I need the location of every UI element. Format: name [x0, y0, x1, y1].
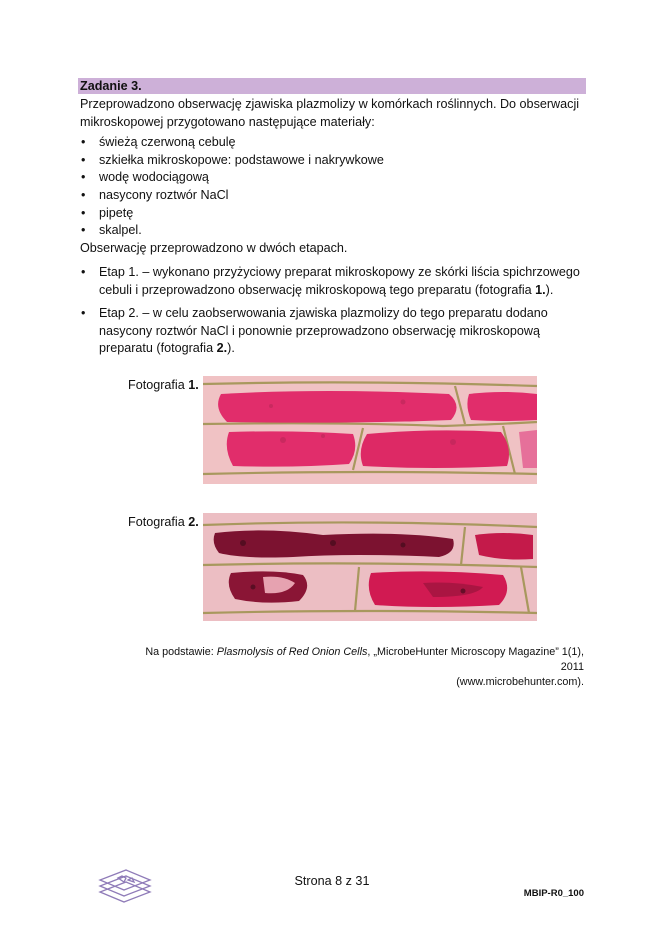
source-citation [124, 645, 584, 690]
bullet-icon: • [81, 306, 86, 320]
stage-item: • Etap 2. – w celu zaobserwowania zjawiska plazmolizy do tego preparatu dodano nasycony roztwór NaCl i ponownie przeprowadzono obserwację mikroskopową preparatu (fotografia 2.). [81, 306, 548, 355]
task-title: Zadanie 3. [80, 79, 142, 93]
page-number: Strona 8 z 31 [294, 874, 370, 888]
stages-list [80, 264, 592, 364]
source-line-2: (www.microbehunter.com). [456, 676, 584, 688]
observation-text: Obserwację przeprowadzono w dwóch etapach. [80, 241, 348, 255]
list-item: • nasycony roztwór NaCl [80, 187, 384, 205]
materials-list [80, 134, 384, 240]
bullet-icon: • [81, 188, 86, 203]
source-line-1: Na podstawie: Plasmolysis of Red Onion Cells, „MicrobeHunter Microscopy Magazine” 1(1), 2011 [145, 646, 584, 673]
intro-line-2: mikroskopowej przygotowano następujące materiały: [80, 114, 375, 129]
stage-item: • Etap 1. – wykonano przyżyciowy preparat mikroskopowy ze skórki liścia spichrzowego cebuli i przeprowadzono obserwację mikroskopową tego preparatu (fotografia 1.). [81, 265, 580, 297]
intro-line-1: Przeprowadzono obserwację zjawiska plazmolizy w komórkach roślinnych. Do obserwacji [80, 97, 580, 111]
micrograph-1 [203, 376, 537, 484]
list-item: • świeżą czerwoną cebulę [80, 134, 384, 152]
document-code: MBIP-R0_100 [523, 888, 584, 899]
photo-label-1: Fotografia 1. [128, 378, 199, 392]
task-header-bar [78, 78, 586, 94]
bullet-icon: • [81, 170, 86, 185]
list-item: • skalpel. [80, 222, 384, 240]
list-item: • wodę wodociągową [80, 169, 384, 187]
intro-paragraph [80, 96, 590, 131]
bullet-icon: • [81, 152, 86, 167]
bullet-icon: • [81, 223, 86, 238]
bullet-icon: • [81, 205, 86, 220]
bullet-icon: • [81, 135, 86, 149]
micrograph-2 [203, 513, 537, 621]
list-item: • szkiełka mikroskopowe: podstawowe i nakrywkowe [80, 152, 384, 170]
bullet-icon: • [81, 265, 86, 279]
list-item: • pipetę [80, 205, 384, 223]
photo-label-2: Fotografia 2. [128, 515, 199, 529]
